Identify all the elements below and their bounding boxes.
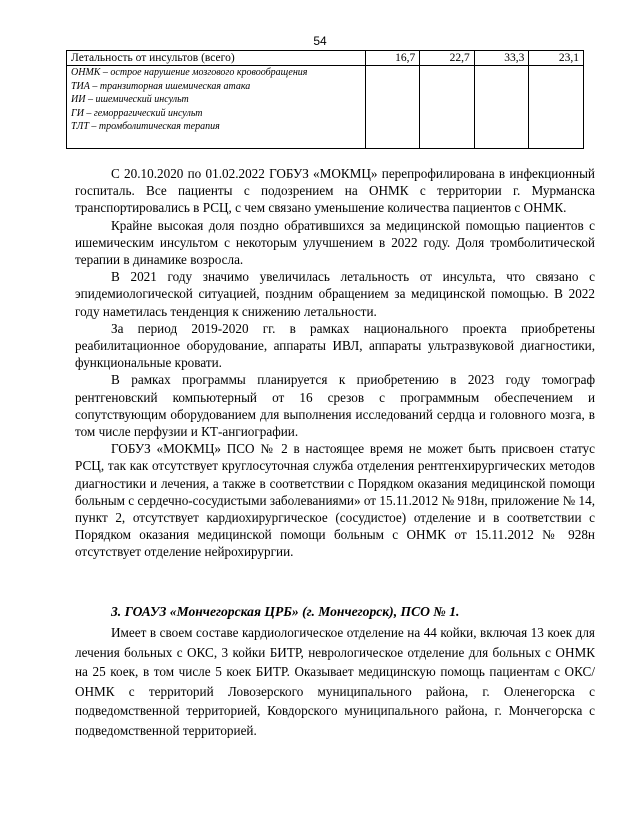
page-number: 54: [313, 34, 327, 48]
section-paragraph: Имеет в своем составе кардиологическое отделение на 44 койки, включая 13 коек для лечения больных с ОКС, 3 койки БИТР, неврологическое отделение для больных с ОНМК на 25 коек, в том числе 5 коек БИТР. Оказывает медицинскую помощь пациентам с ОКС/ОНМК с территорий Ловозерского муниципального района, г. Оленегорска с подведомственной территорией, Ковдорского муниципального района, г. Мончегорска с подведомственной территорией.: [75, 625, 595, 738]
section-monchegorsk: [75, 603, 595, 740]
section-heading: 3. ГОАУЗ «Мончегорская ЦРБ» (г. Мончегорск), ПСО № 1.: [111, 604, 460, 619]
table-cell: [529, 66, 584, 149]
legend-item: ГИ – геморрагический инсульт: [71, 107, 203, 119]
table-cell: 16,7: [365, 51, 420, 66]
paragraph: ГОБУЗ «МОКМЦ» ПСО № 2 в настоящее время не может быть присвоен статус РСЦ, так как отсутствует круглосуточная служба отделения рентгенхирургических методов диагностики и лечения, а также в соответствии с Порядком оказания медицинской помощи больным с сердечно-сосудистыми заболеваниями» от 15.11.2012 № 918н, приложение № 14, пункт 2, отсутствует кардиохирургическое (сосудистое) отделение и в соответствии с Порядком оказания медицинской помощи больным с ОНМК от 15.11.2012 № 928н отсутствует отделение нейрохирургии.: [75, 441, 595, 560]
mortality-table: [66, 50, 584, 149]
table-cell: 23,1: [529, 51, 584, 66]
paragraph: В рамках программы планируется к приобретению в 2023 году томограф рентгеновский компьютерный от 16 срезов с программным обеспечением и сопутствующим оборудованием для выполнения исследований сердца и головного мозга, в том числе перфузии и КТ-ангиографии.: [75, 372, 595, 440]
table-row-label: Летальность от инсультов (всего): [67, 51, 366, 66]
legend-item: ИИ – ишемический инсульт: [71, 94, 189, 105]
table-row: [67, 66, 584, 149]
paragraph: С 20.10.2020 по 01.02.2022 ГОБУЗ «МОКМЦ» перепрофилирована в инфекционный госпиталь. Все пациенты с подозрением на ОНМК с территории г. Мурманска транспортировались в РСЦ, с чем связано уменьшение количества пациентов с ОНМК.: [75, 166, 595, 216]
paragraph: Крайне высокая доля поздно обратившихся за медицинской помощью пациентов с ишемическим инсультом с некоторым улучшением в 2022 году. Доля тромболитической терапии в динамике возросла.: [75, 217, 595, 268]
paragraph: За период 2019-2020 гг. в рамках национального проекта приобретены реабилитационное оборудование, аппараты ИВЛ, аппараты ультразвуковой диагностики, функциональные кровати.: [75, 320, 595, 371]
table-row: [67, 51, 584, 66]
body-text: [75, 165, 595, 561]
table-cell: 33,3: [474, 51, 529, 66]
table-cell: [474, 66, 529, 149]
legend-item: ТИА – транзиторная ишемическая атака: [71, 80, 251, 92]
paragraph: В 2021 году значимо увеличилась летальность от инсульта, что связано с эпидемиологической ситуацией, поздним обращением за медицинской помощью. В 2022 году наметилась тенденция к снижению летальности.: [75, 269, 595, 319]
abbreviation-legend: [67, 66, 366, 149]
legend-item: ОНМК – острое нарушение мозгового кровообращения: [71, 67, 308, 78]
table-cell: [365, 66, 420, 149]
table-cell: 22,7: [420, 51, 475, 66]
table-cell: [420, 66, 475, 149]
legend-item: ТЛТ – тромболитическая терапия: [71, 121, 220, 132]
